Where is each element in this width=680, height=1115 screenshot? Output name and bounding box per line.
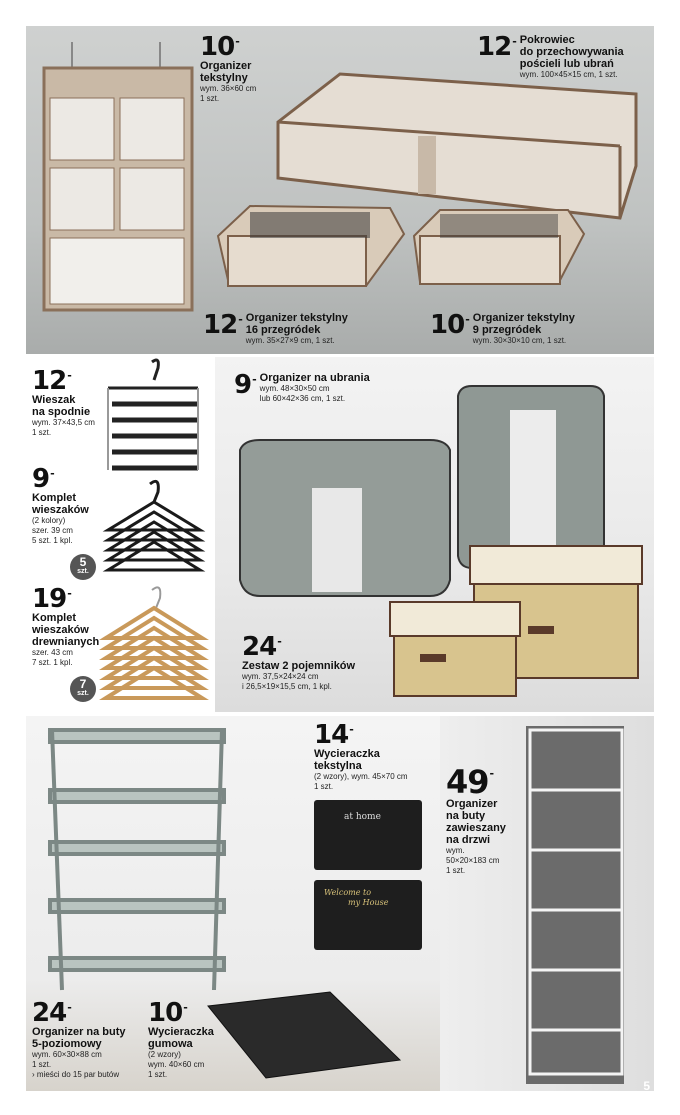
price: 9 - [234,370,256,400]
product-note: › mieści do 15 par butów [32,1070,120,1079]
price: 12 - [203,310,242,340]
shoe-rack-image [50,730,224,990]
door-organizer-image [526,726,624,1084]
price: 10 - [200,32,239,62]
black-hangers-image [108,481,200,570]
product-organizer-buty-drzwi: 49 - Organizer na buty zawieszany na drzwi wym. 50×20×183 cm 1 szt. [446,763,506,875]
quantity-badge-5: 5 szt. [70,554,96,580]
product-komplet-drewnianych: 19 - Komplet wieszaków drewnianych szer. 43 cm 7 szt. 1 kpl. [32,584,100,667]
price: 10 - [148,998,187,1028]
mat-text-at-home: at home [344,812,381,822]
bedding-cover-image [278,74,636,218]
product-organizer-buty-5: 24 - Organizer na buty 5-poziomowy wym. 60×30×88 cm 1 szt. › mieści do 15 par butów [32,998,126,1079]
textile-mats-image [314,800,422,950]
price: 12 - [477,32,516,62]
product-organizer-16: 12 - Organizer tekstylny 16 przegródek wym. 35×27×9 cm, 1 szt. [203,310,348,345]
price: 24 - [32,998,71,1028]
mat-text-house: my House [348,898,389,907]
product-wieszak-spodnie: 12 - Wieszak na spodnie wym. 37×43,5 cm 1 szt. [32,366,95,437]
price: 14 - [314,720,353,750]
product-wycieraczka-gumowa: 10 - Wycieraczka gumowa (2 wzory) wym. 40×60 cm 1 szt. [148,998,214,1079]
hanging-organizer-image [44,42,192,310]
product-organizer-ubrania: 9 - Organizer na ubrania wym. 48×30×50 cm lub 60×42×36 cm, 1 szt. [234,370,370,403]
quantity-badge-7: 7 szt. [70,676,96,702]
product-organizer-tekstylny: 10 - Organizer tekstylny wym. 36×60 cm 1 szt. [200,32,257,103]
product-komplet-wieszakow: 9 - Komplet wieszaków (2 kolory) szer. 39 cm 5 szt. 1 kpl. [32,464,89,545]
product-wycieraczka-tekstylna: 14 - Wycieraczka tekstylna (2 wzory), wym. 45×70 cm 1 szt. [314,720,408,791]
price: 9 - [32,464,54,494]
product-organizer-9: 10 - Organizer tekstylny 9 przegródek wym. 30×30×10 cm, 1 szt. [430,310,575,345]
price: 24 - [242,632,281,662]
price: 19 - [32,584,71,614]
price: 49 - [446,763,494,801]
trouser-hanger-image [108,360,198,470]
rubber-mat-image [208,992,400,1078]
product-pokrowiec: 12 - Pokrowiec do przechowywania pościeli lub ubrań wym. 100×45×15 cm, 1 szt. [477,32,624,79]
price: 12 - [32,366,71,396]
organizer-9-image [414,210,584,284]
product-zestaw-pojemnikow: 24 - Zestaw 2 pojemników wym. 37,5×24×24 cm i 26,5×19×15,5 cm, 1 kpl. [242,632,356,691]
organizer-16-image [218,206,404,286]
mat-text-welcome: Welcome to [324,888,372,897]
page-number: 5 [643,1079,650,1093]
wooden-hangers-image [106,587,202,698]
price: 10 - [430,310,469,340]
